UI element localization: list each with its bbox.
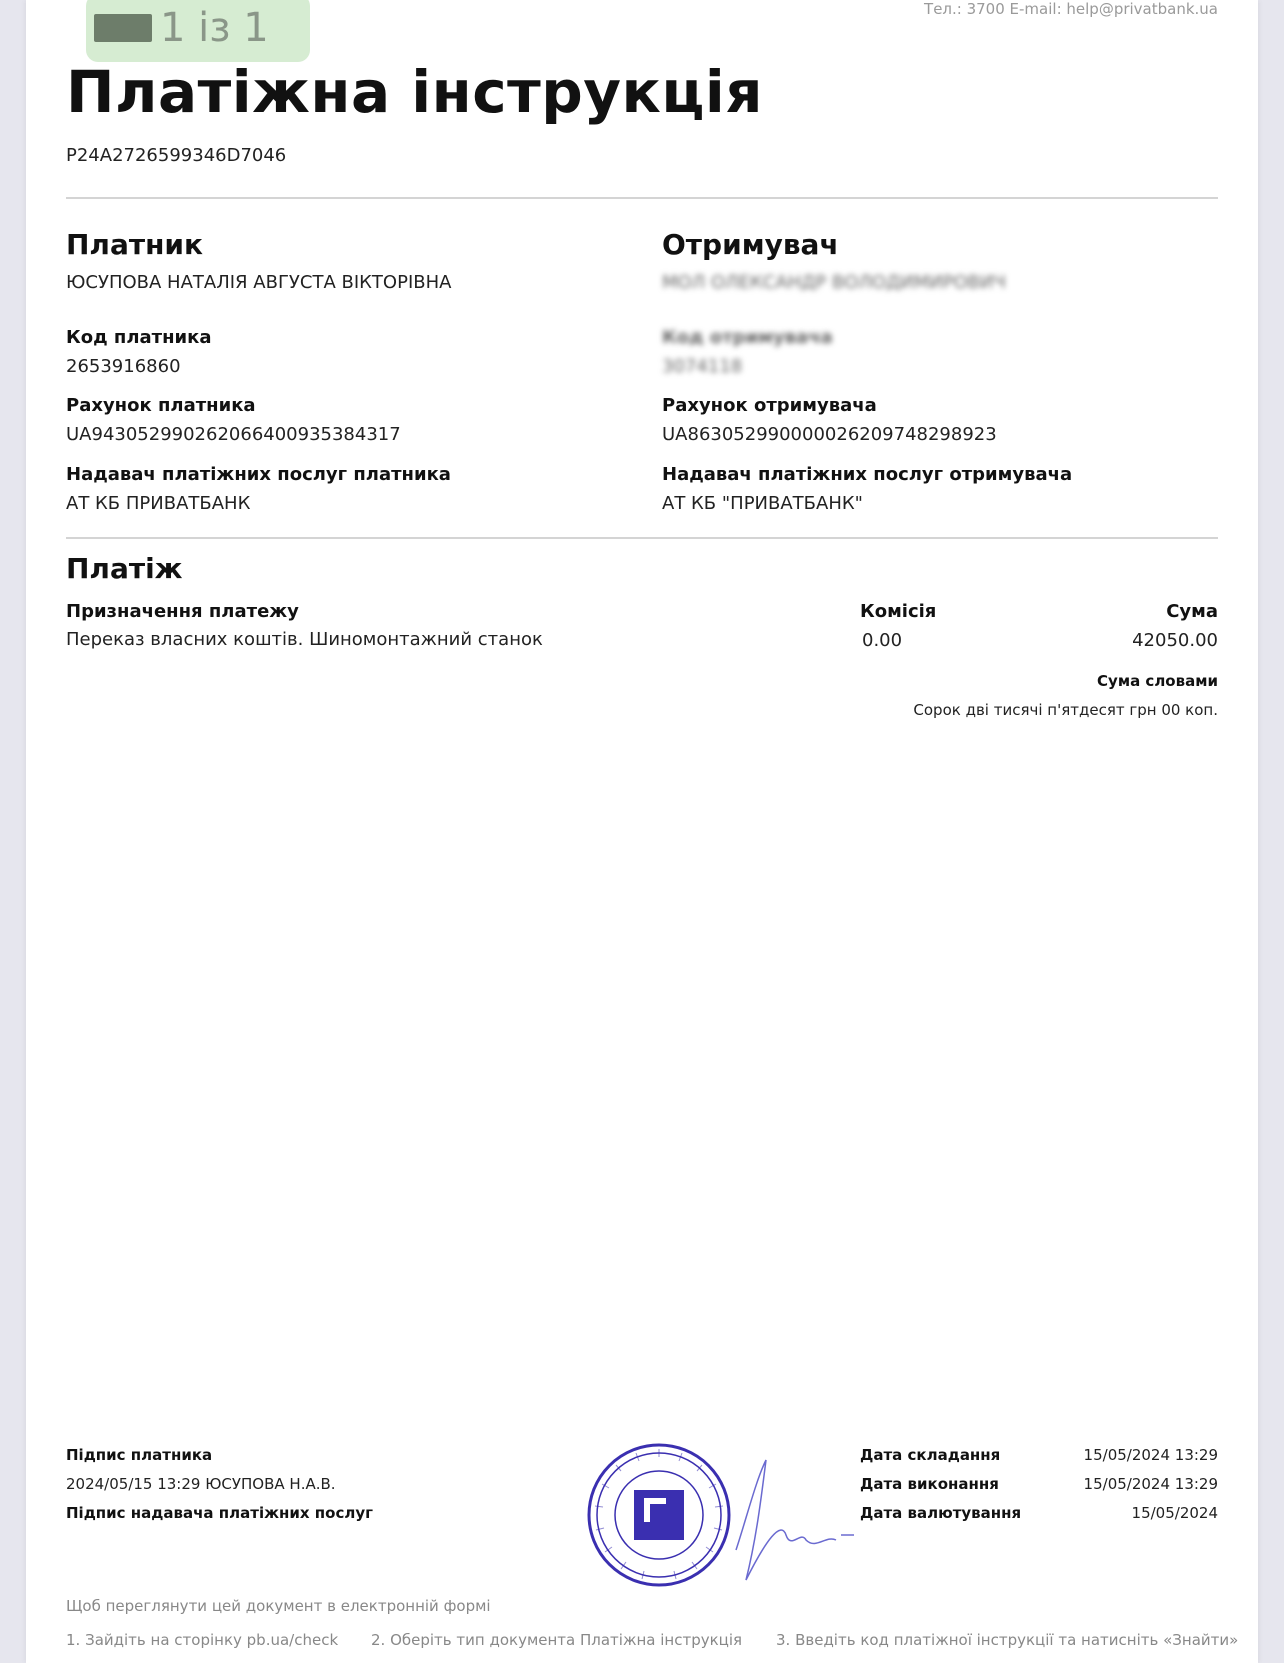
value-date-label: Дата валютування <box>860 1504 1022 1522</box>
commission-label: Комісія <box>860 601 937 622</box>
created-date-label: Дата складання <box>860 1446 1001 1464</box>
sum-value: 42050.00 <box>1132 630 1218 651</box>
sum-words-label: Сума словами <box>1097 672 1218 690</box>
recipient-provider: АТ КБ "ПРИВАТБАНК" <box>662 493 863 514</box>
recipient-code: 3074118 <box>662 356 743 377</box>
recipient-heading: Отримувач <box>662 228 839 261</box>
document-icon <box>94 14 152 42</box>
payer-sign-label: Підпис платника <box>66 1446 213 1464</box>
payer-provider-label: Надавач платіжних послуг платника <box>66 464 451 485</box>
payer-account-label: Рахунок платника <box>66 395 256 416</box>
divider <box>66 537 1218 539</box>
commission-value: 0.00 <box>862 630 903 651</box>
value-date-value: 15/05/2024 <box>1131 1504 1218 1522</box>
sum-words-value: Сорок дві тисячі п'ятдесят грн 00 коп. <box>913 701 1218 719</box>
recipient-name: МОЛ ОЛЕКСАНДР ВОЛОДИМИРОВИЧ <box>662 272 1006 293</box>
footer-step-1: 1. Зайдіть на сторінку pb.ua/check <box>66 1631 339 1649</box>
page-indicator-text: 1 із 1 <box>160 5 269 51</box>
bank-stamp <box>584 1440 734 1590</box>
payer-code: 2653916860 <box>66 356 181 377</box>
payer-heading: Платник <box>66 228 204 261</box>
purpose-label: Призначення платежу <box>66 601 299 622</box>
payer-sign-value: 2024/05/15 13:29 ЮСУПОВА Н.А.В. <box>66 1475 336 1493</box>
recipient-provider-label: Надавач платіжних послуг отримувача <box>662 464 1073 485</box>
page-indicator <box>86 0 310 62</box>
created-date-value: 15/05/2024 13:29 <box>1083 1446 1218 1464</box>
footer-hint: Щоб переглянути цей документ в електронній формі <box>66 1597 491 1615</box>
payer-account: UA943052990262066400935384317 <box>66 424 401 445</box>
recipient-account-label: Рахунок отримувача <box>662 395 877 416</box>
footer-step-2: 2. Оберіть тип документа Платіжна інструкція <box>371 1631 743 1649</box>
provider-sign-label: Підпис надавача платіжних послуг <box>66 1504 373 1522</box>
payment-heading: Платіж <box>66 552 183 585</box>
recipient-account: UA863052990000026209748298923 <box>662 424 997 445</box>
divider <box>66 197 1218 199</box>
payer-code-label: Код платника <box>66 327 212 348</box>
bank-contacts: Тел.: 3700 E-mail: help@privatbank.ua <box>924 0 1218 18</box>
footer-step-3: 3. Введіть код платіжної інструкції та натисніть «Знайти» <box>776 1631 1239 1649</box>
executed-date-label: Дата виконання <box>860 1475 999 1493</box>
purpose-value: Переказ власних коштів. Шиномонтажний станок <box>66 629 543 650</box>
recipient-code-label: Код отримувача <box>662 327 833 348</box>
payer-provider: АТ КБ ПРИВАТБАНК <box>66 493 251 514</box>
page-title: Платіжна інструкція <box>66 58 764 126</box>
document-code: P24A2726599346D7046 <box>66 145 287 166</box>
executed-date-value: 15/05/2024 13:29 <box>1083 1475 1218 1493</box>
payer-name: ЮСУПОВА НАТАЛІЯ АВГУСТА ВІКТОРІВНА <box>66 272 452 293</box>
document-sheet <box>26 0 1258 1663</box>
handwritten-signature <box>726 1440 856 1590</box>
sum-label: Сума <box>1166 601 1218 622</box>
